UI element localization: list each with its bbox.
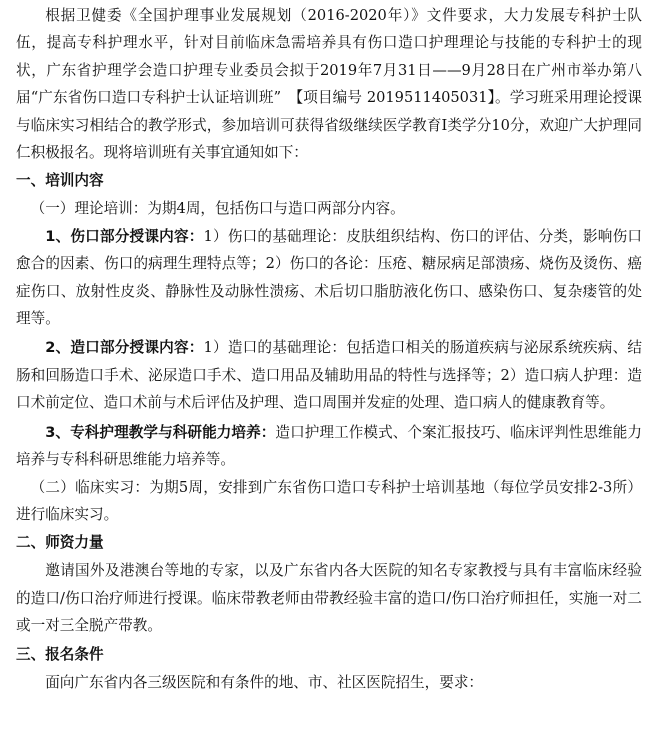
- faculty-paragraph: 邀请国外及港澳台等地的专家，以及广东省内各大医院的知名专家教授与具有丰富临床经验的造口/伤口治疗师进行授课。临床带教老师由带教经验丰富的造口/伤口治疗师担任，实施一对二或一对三全脱产带教。: [16, 562, 642, 635]
- section-heading-faculty: 二、师资力量: [16, 534, 104, 552]
- section-heading-eligibility: 三、报名条件: [16, 645, 104, 663]
- stoma-course-title: 2、造口部分授课内容：: [45, 339, 204, 357]
- intro-paragraph: 根据卫健委《全国护理事业发展规划（2016-2020年）》文件要求，大力发展专科护士队伍，提高专科护理水平，针对目前临床急需培养具有伤口造口护理理论与技能的专科护士的现状，广东省护理学会造口护理专业委员会拟于2019年7月31日——9月28日在广州市举办第八届“广东省伤口造口专科护士认证培训班” 【项目编号 2019511405031】。学习班采用理论授课与临床实习相结合的教学形式，参加培训可获得省级继续医学教育Ⅰ类学分10分，欢迎广大护理同仁积极报名。现将培训班有关事宜通知如下：: [16, 7, 642, 162]
- wound-course-text: 1）伤口的基础理论：皮肤组织结构、伤口的评估、分类，影响伤口愈合的因素、伤口的病理生理特点等；2）伤口的各论：压疮、糖尿病足部溃疡、烧伤及烫伤、癌症伤口、放射性皮炎、静脉性及动脉性溃疡、术后切口脂肪液化伤口、感染伤口、复杂瘘管的处理等。: [16, 227, 643, 328]
- eligibility-paragraph: 面向广东省内各三级医院和有条件的地、市、社区医院招生，要求：: [45, 673, 484, 691]
- wound-course-title: 1、伤口部分授课内容：: [45, 227, 204, 245]
- teaching-research-text: 造口护理工作模式、个案汇报技巧、临床评判性思维能力培养与专科科研思维能力培养等。: [16, 423, 642, 469]
- wound-course-paragraph: [16, 223, 642, 333]
- theory-training-paragraph: （一）理论培训：为期4周，包括伤口与造口两部分内容。: [30, 200, 405, 218]
- clinical-practice-paragraph: （二）临床实习：为期5周，安排到广东省伤口造口专科护士培训基地（每位学员安排2-3所）进行临床实习。: [16, 478, 642, 523]
- stoma-course-paragraph: [16, 334, 642, 416]
- teaching-research-title: 3、专科护理教学与科研能力培养：: [45, 423, 276, 441]
- section-heading-training-content: 一、培训内容: [16, 172, 104, 190]
- stoma-course-text: 1）造口的基础理论：包括造口相关的肠道疾病与泌尿系统疾病、结肠和回肠造口手术、泌尿造口手术、造口用品及辅助用品的特性与选择等；2）造口病人护理：造口术前定位、造口术前与术后评估及护理、造口周围并发症的处理、造口病人的健康教育等。: [16, 339, 643, 412]
- teaching-research-paragraph: [16, 419, 642, 474]
